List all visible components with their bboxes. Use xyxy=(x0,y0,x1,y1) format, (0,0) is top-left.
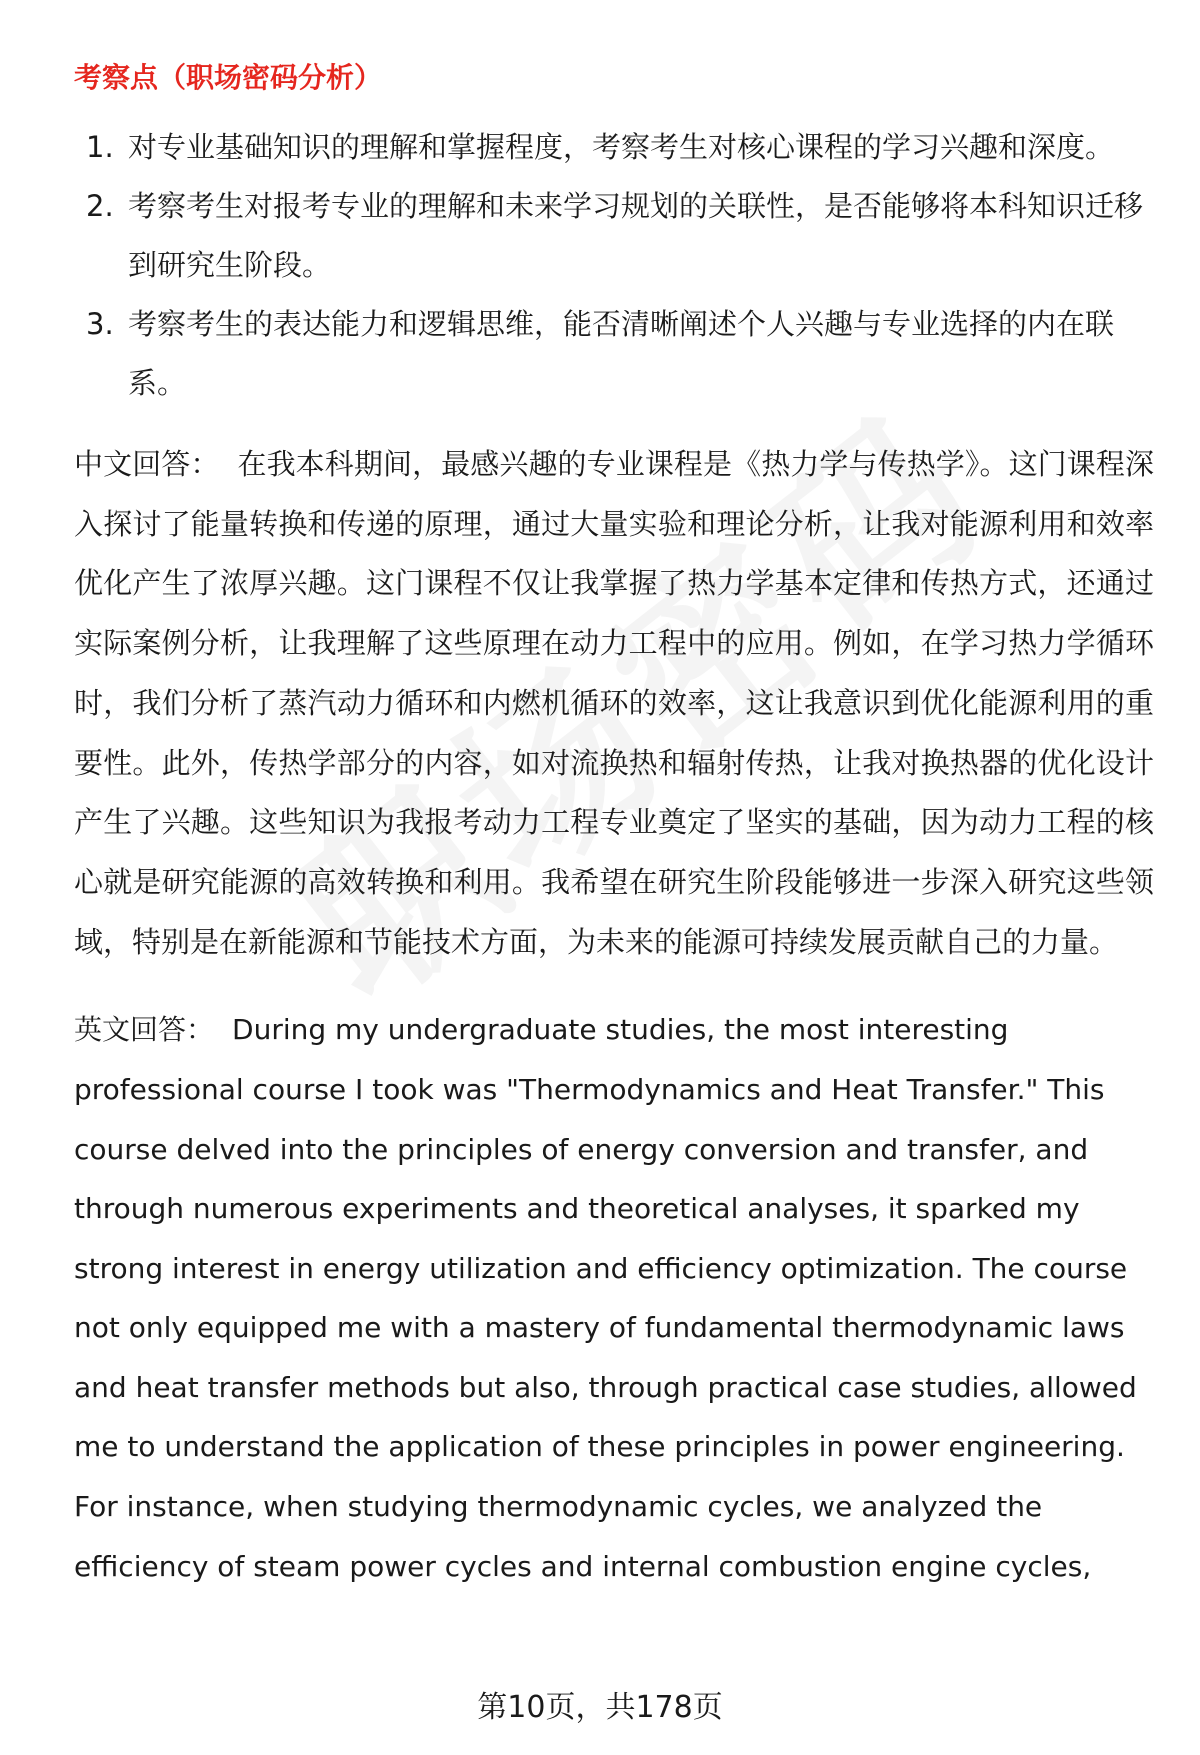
english-answer-label: 英文回答： xyxy=(74,1013,215,1047)
page-content xyxy=(74,58,1154,1596)
assessment-points xyxy=(74,118,1154,413)
chinese-answer-text: 在我本科期间，最感兴趣的专业课程是《热力学与传热学》。这门课程深入探讨了能量转换和传递的原理，通过大量实验和理论分析，让我对能源利用和效率优化产生了浓厚兴趣。这门课程不仅让我掌握了热力学基本定律和传热方式，还通过实际案例分析，让我理解了这些原理在动力工程中的应用。例如，在学习热力学循环时，我们分析了蒸汽动力循环和内燃机循环的效率，这让我意识到优化能源利用的重要性。此外，传热学部分的内容，如对流换热和辐射传热，让我对换热器的优化设计产生了兴趣。这些知识为我报考动力工程专业奠定了坚实的基础，因为动力工程的核心就是研究能源的高效转换和利用。我希望在研究生阶段能够进一步深入研究这些领域，特别是在新能源和节能技术方面，为未来的能源可持续发展贡献自己的力量。 xyxy=(74,447,1154,959)
list-text: 对专业基础知识的理解和掌握程度，考察考生对核心课程的学习兴趣和深度。 xyxy=(128,130,1115,164)
list-text: 考察考生对报考专业的理解和未来学习规划的关联性，是否能够将本科知识迁移到研究生阶段。 xyxy=(128,189,1144,282)
list-item xyxy=(74,295,1154,413)
page-number: 第10页，共178页 xyxy=(477,1690,723,1725)
list-item xyxy=(74,118,1154,177)
list-item xyxy=(74,177,1154,295)
english-answer-text: During my undergraduate studies, the most interesting professional course I took was "Thermodynamics and Heat Transfer." This course delved into the principles of energy conversion and transfer, and through numerous experiments and theoretical analyses, it sparked my strong interest in energy utilization and efficiency optimization. The course not only equipped me with a mastery of fundamental thermodynamic laws and heat transfer methods but also, through practical case studies, allowed me to understand the application of these principles in power engineering. For instance, when studying thermodynamic cycles, we analyzed the efficiency of steam power cycles and internal combustion engine cycles, xyxy=(74,1013,1137,1583)
list-number: 2. xyxy=(86,189,114,223)
section-heading: 考察点（职场密码分析） xyxy=(74,61,383,94)
chinese-answer xyxy=(74,435,1154,972)
english-answer xyxy=(74,1000,1154,1596)
chinese-answer-label: 中文回答： xyxy=(74,447,220,481)
list-number: 1. xyxy=(86,130,114,164)
list-text: 考察考生的表达能力和逻辑思维，能否清晰阐述个人兴趣与专业选择的内在联系。 xyxy=(128,307,1115,400)
list-number: 3. xyxy=(86,307,114,341)
